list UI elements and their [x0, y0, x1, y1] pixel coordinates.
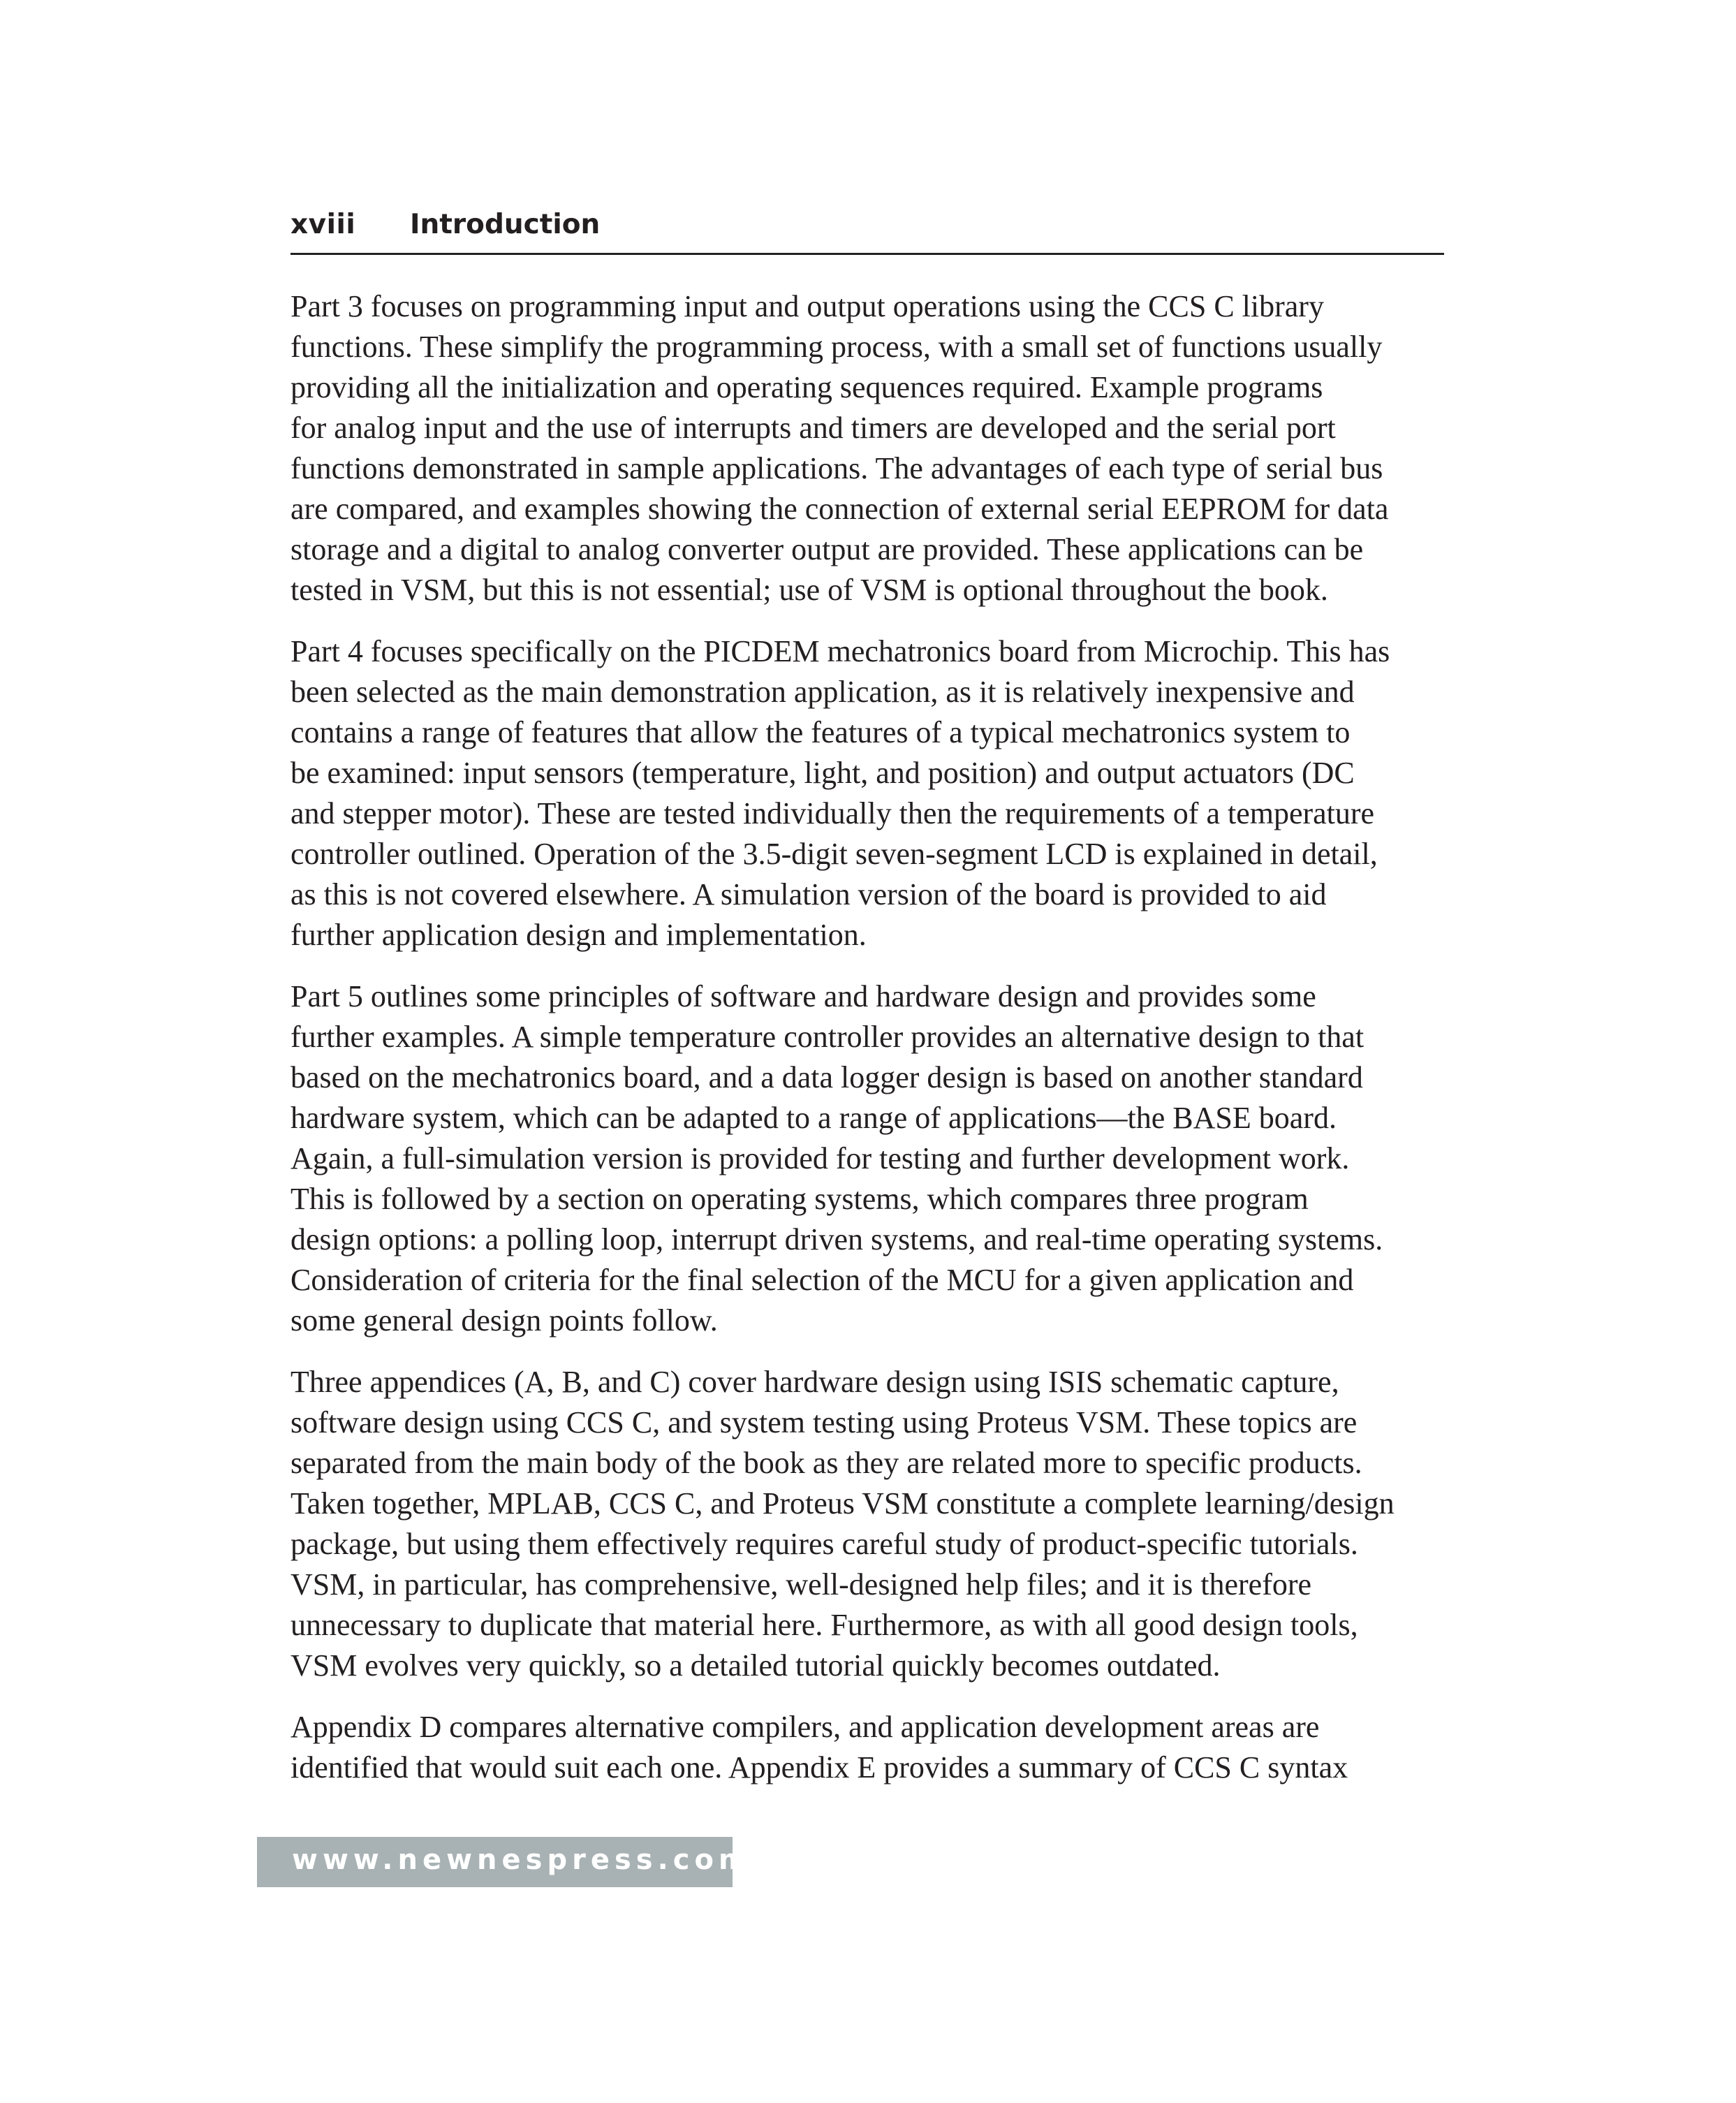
paragraph-part-4: [290, 631, 1450, 955]
text-line: Three appendices (A, B, and C) cover hardware design using ISIS schematic capture,: [290, 1365, 1339, 1399]
text-line: some general design points follow.: [290, 1303, 718, 1338]
text-line: further application design and implementation.: [290, 918, 867, 952]
text-line: controller outlined. Operation of the 3.5-digit seven-segment LCD is explained in detail,: [290, 837, 1378, 871]
text-line: further examples. A simple temperature controller provides an alternative design to that: [290, 1020, 1364, 1054]
text-line: identified that would suit each one. Appendix E provides a summary of CCS C syntax: [290, 1750, 1348, 1785]
text-line: providing all the initialization and operating sequences required. Example programs: [290, 370, 1323, 404]
website-url: www.newnespress.com: [292, 1844, 753, 1876]
page-header: [290, 206, 1444, 255]
text-line: as this is not covered elsewhere. A simulation version of the board is provided to aid: [290, 877, 1327, 911]
paragraph-part-5: [290, 976, 1450, 1341]
text-line: are compared, and examples showing the connection of external serial EEPROM for data: [290, 492, 1389, 526]
footer-website-banner: [257, 1837, 753, 1887]
text-line: based on the mechatronics board, and a data logger design is based on another standard: [290, 1060, 1363, 1094]
text-line: separated from the main body of the book as they are related more to specific products.: [290, 1446, 1362, 1480]
page-number: xviii: [290, 209, 356, 240]
text-line: been selected as the main demonstration application, as it is relatively inexpensive and: [290, 675, 1355, 709]
text-line: software design using CCS C, and system testing using Proteus VSM. These topics are: [290, 1405, 1358, 1439]
text-line: unnecessary to duplicate that material here. Furthermore, as with all good design tools,: [290, 1608, 1358, 1642]
section-title: Introduction: [410, 209, 601, 240]
text-line: tested in VSM, but this is not essential; use of VSM is optional throughout the book.: [290, 573, 1328, 607]
paragraph-appendix-d: [290, 1707, 1450, 1788]
text-line: functions demonstrated in sample applications. The advantages of each type of serial bus: [290, 451, 1383, 485]
text-line: This is followed by a section on operating systems, which compares three program: [290, 1182, 1309, 1216]
text-line: be examined: input sensors (temperature, light, and position) and output actuators (DC: [290, 756, 1355, 790]
paragraph-appendices: [290, 1362, 1450, 1686]
text-line: VSM, in particular, has comprehensive, well-designed help files; and it is therefore: [290, 1567, 1312, 1602]
text-line: and stepper motor). These are tested individually then the requirements of a temperature: [290, 796, 1375, 830]
paragraph-part-3: [290, 286, 1450, 610]
body-text: [290, 286, 1450, 1809]
text-line: contains a range of features that allow the features of a typical mechatronics system to: [290, 715, 1351, 749]
text-line: functions. These simplify the programming process, with a small set of functions usually: [290, 330, 1383, 364]
text-line: Taken together, MPLAB, CCS C, and Proteus VSM constitute a complete learning/design: [290, 1486, 1395, 1521]
text-line: Appendix D compares alternative compilers, and application development areas are: [290, 1710, 1320, 1744]
text-line: VSM evolves very quickly, so a detailed tutorial quickly becomes outdated.: [290, 1648, 1221, 1683]
text-line: package, but using them effectively requires careful study of product-specific tutorials.: [290, 1527, 1358, 1561]
text-line: Again, a full-simulation version is provided for testing and further development work.: [290, 1141, 1350, 1175]
text-line: hardware system, which can be adapted to a range of applications—the BASE board.: [290, 1101, 1337, 1135]
text-line: Part 5 outlines some principles of software and hardware design and provides some: [290, 979, 1316, 1013]
text-line: Part 4 focuses specifically on the PICDEM mechatronics board from Microchip. This has: [290, 634, 1390, 668]
text-line: Part 3 focuses on programming input and output operations using the CCS C library: [290, 289, 1324, 323]
text-line: storage and a digital to analog converter output are provided. These applications can be: [290, 532, 1364, 566]
text-line: for analog input and the use of interrupts and timers are developed and the serial port: [290, 411, 1336, 445]
text-line: design options: a polling loop, interrupt driven systems, and real-time operating systems.: [290, 1222, 1383, 1256]
text-line: Consideration of criteria for the final selection of the MCU for a given application and: [290, 1263, 1354, 1297]
